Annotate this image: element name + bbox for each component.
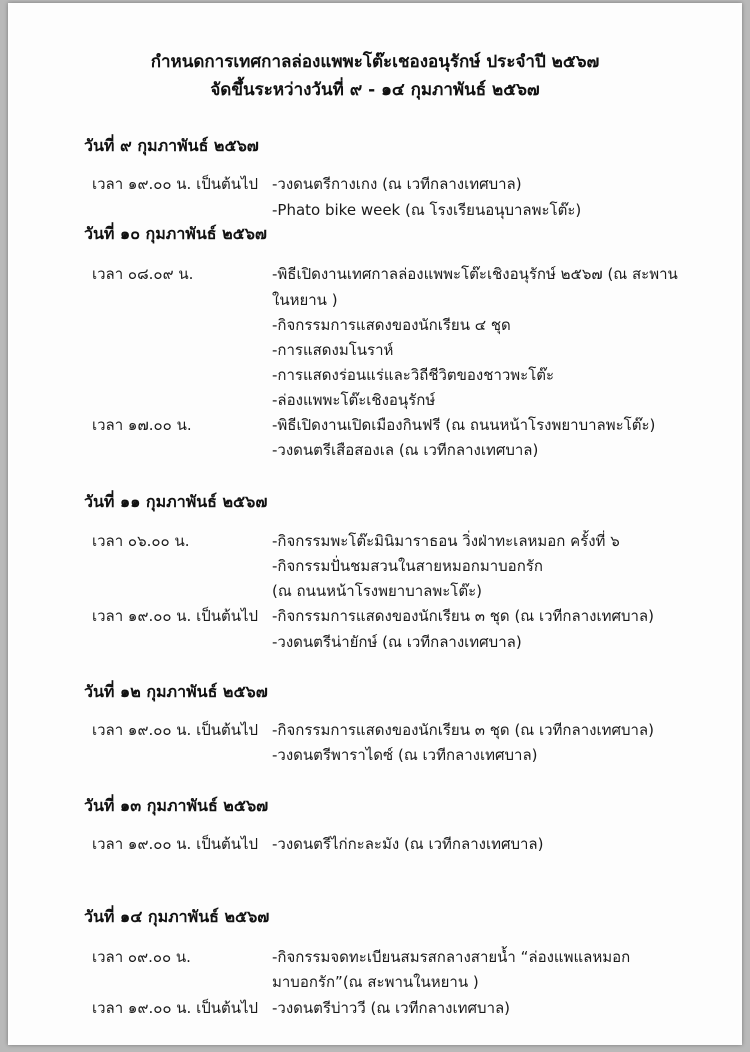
activity-line: -วงดนตรีบ่าววี (ณ เวทีกลางเทศบาล) <box>272 999 511 1017</box>
activity-line: -กิจกรรมการแสดงของนักเรียน ๓ ชุด (ณ เวทีกลางเทศบาล) <box>272 607 654 625</box>
day-heading: วันที่ ๑๑ กุมภาพันธ์ ๒๕๖๗ <box>84 492 268 511</box>
activity-line: -Phato bike week (ณ โรงเรียนอนุบาลพะโต๊ะ) <box>272 201 582 219</box>
activity-line: -พิธีเปิดงานเปิดเมืองกินฟรี (ณ ถนนหน้าโรงพยาบาลพะโต๊ะ) <box>272 416 656 434</box>
time-label: เวลา ๑๙.๐๐ น. เป็นต้นไป <box>92 721 259 739</box>
activity-line: -กิจกรรมจดทะเบียนสมรสกลางสายน้ำ “ล่องแพแลหมอก <box>272 948 631 966</box>
activity-line: -วงดนตรีเสือสองเล (ณ เวทีกลางเทศบาล) <box>272 441 539 459</box>
time-label: เวลา ๑๙.๐๐ น. เป็นต้นไป <box>92 835 259 853</box>
time-label: เวลา ๐๙.๐๐ น. <box>92 948 191 966</box>
activity-line: -พิธีเปิดงานเทศกาลล่องแพพะโต๊ะเชิงอนุรักษ์ ๒๕๖๗ (ณ สะพาน <box>272 265 678 283</box>
activity-line: -กิจกรรมการแสดงของนักเรียน ๓ ชุด (ณ เวทีกลางเทศบาล) <box>272 721 654 739</box>
time-label: เวลา ๑๙.๐๐ น. เป็นต้นไป <box>92 175 259 193</box>
time-label: เวลา ๑๙.๐๐ น. เป็นต้นไป <box>92 607 259 625</box>
day-heading: วันที่ ๑๔ กุมภาพันธ์ ๒๕๖๗ <box>84 907 270 926</box>
activity-line: -กิจกรรมปั่นชมสวนในสายหมอกมาบอกรัก <box>272 557 543 575</box>
activity-line: -กิจกรรมการแสดงของนักเรียน ๔ ชุด <box>272 316 511 334</box>
activity-line: มาบอกรัก”(ณ สะพานในหยาน ) <box>272 973 479 991</box>
activity-line: -วงดนตรีไก่กะละมัง (ณ เวทีกลางเทศบาล) <box>272 835 544 853</box>
activity-line: -การแสดงมโนราห์ <box>272 341 394 359</box>
day-heading: วันที่ ๑๐ กุมภาพันธ์ ๒๕๖๗ <box>84 224 267 243</box>
time-label: เวลา ๑๙.๐๐ น. เป็นต้นไป <box>92 999 259 1017</box>
activity-line: -ล่องแพพะโต๊ะเชิงอนุรักษ์ <box>272 391 436 409</box>
activity-line: (ณ ถนนหน้าโรงพยาบาลพะโต๊ะ) <box>272 582 483 600</box>
day-heading: วันที่ ๑๒ กุมภาพันธ์ ๒๕๖๗ <box>84 682 268 701</box>
activity-line: -วงดนตรีพาราไดซ์ (ณ เวทีกลางเทศบาล) <box>272 746 538 764</box>
activity-line: -การแสดงร่อนแร่และวิถีชีวิตของชาวพะโต๊ะ <box>272 366 555 384</box>
day-heading: วันที่ ๙ กุมภาพันธ์ ๒๕๖๗ <box>84 136 259 155</box>
activity-line: -วงดนตรีกางเกง (ณ เวทีกลางเทศบาล) <box>272 175 522 193</box>
time-label: เวลา ๐๖.๐๐ น. <box>92 532 190 550</box>
time-label: เวลา ๐๘.๐๙ น. <box>92 265 194 283</box>
activity-line: -กิจกรรมพะโต๊ะมินิมาราธอน วิ่งฝ่าทะเลหมอก ครั้งที่ ๖ <box>272 532 620 550</box>
document-subtitle: จัดขึ้นระหว่างวันที่ ๙ - ๑๔ กุมภาพันธ์ ๒๕๖๗ <box>210 80 540 100</box>
day-heading: วันที่ ๑๓ กุมภาพันธ์ ๒๕๖๗ <box>84 796 269 815</box>
activity-line: ในหยาน ) <box>272 291 338 309</box>
document-page <box>8 3 742 1045</box>
document-title: กำหนดการเทศกาลล่องแพพะโต๊ะเชองอนุรักษ์ ประจำปี ๒๕๖๗ <box>150 52 600 72</box>
time-label: เวลา ๑๗.๐๐ น. <box>92 416 192 434</box>
activity-line: -วงดนตรีน่ายักษ์ (ณ เวทีกลางเทศบาล) <box>272 633 522 651</box>
